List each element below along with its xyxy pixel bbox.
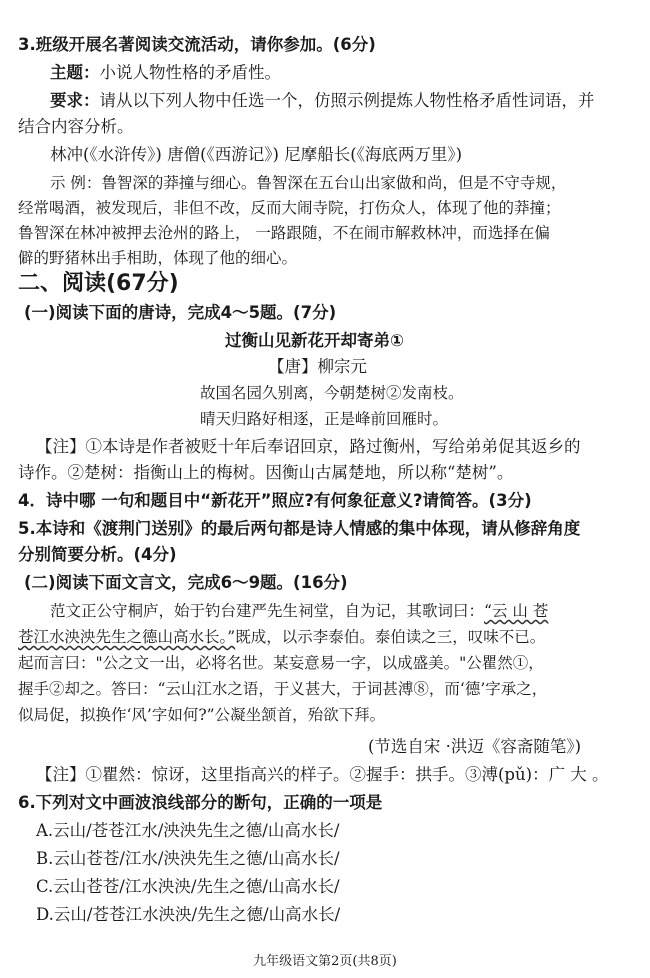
section-2-heading: 二、阅读(67分) xyxy=(18,271,179,296)
prose-source: (节选自宋 ·洪迈《容斋随笔》) xyxy=(368,737,582,756)
poem-line-1: 故国名园久别离，今朝楚树②发南枝。 xyxy=(200,384,464,402)
page-footer: 九年级语文第2页(共8页) xyxy=(253,954,397,969)
poem-title: 过衡山见新花开却寄弟① xyxy=(225,331,404,350)
requirement-text-cont: 结合内容分析。 xyxy=(18,117,134,136)
requirement-label: 要求： xyxy=(50,91,100,110)
part-2-heading: (二)阅读下面文言文，完成6～9题。(16分) xyxy=(24,573,348,592)
question-6: 6.下列对文中画波浪线部分的断句，正确的一项是 xyxy=(18,793,383,812)
character-list: 林冲(《水浒传》) 唐僧(《西游记》) 尼摩船长(《海底两万里》) xyxy=(50,145,463,164)
requirement-row xyxy=(50,90,595,112)
option-c[interactable]: C.云山苍苍/江水泱泱/先生之德/山高水长/ xyxy=(36,877,340,896)
option-b[interactable]: B.云山苍苍/江水/泱泱先生之德/山高水长/ xyxy=(36,849,340,868)
poem-line-2: 晴天归路好相逐，正是峰前回雁时。 xyxy=(200,410,449,428)
prose-line-5: 似局促，拟换作‘风’字如何?”公凝坐颔首，殆欲下拜。 xyxy=(18,706,386,724)
prose-line-1 xyxy=(50,600,548,622)
prose-line-3: 起而言曰："公之文一出，必将名世。某妄意易一字，以成盛美。"公瞿然①， xyxy=(18,654,544,672)
question-5-line-2: 分别简要分析。(4分) xyxy=(18,545,177,564)
theme-text: 小说人物性格的矛盾性。 xyxy=(99,63,281,82)
prose-line-2-text: 既成，以示李泰伯。泰伯读之三，叹味不已。 xyxy=(235,628,546,646)
example-line-2: 经常喝酒，被发现后，非但不改，反而大闹寺院，打伤众人，体现了他的莽撞； xyxy=(18,199,561,217)
example-line-4: 僻的野猪林出手相助，体现了他的细心。 xyxy=(18,249,298,267)
prose-line-2 xyxy=(18,626,545,648)
question-3-heading: 3.班级开展名著阅读交流活动，请你参加。(6分) xyxy=(18,35,376,54)
requirement-text: 请从以下列人物中任选一个，仿照示例提炼人物性格矛盾性词语，并 xyxy=(99,91,595,110)
option-d[interactable]: D.云山/苍苍江水泱泱/先生之德/山高水长/ xyxy=(36,905,341,924)
prose-line-4: 握手②却之。答曰：“云山江水之语，于义甚大，于词甚溥⑧，而‘德’字承之， xyxy=(18,680,548,698)
example-line-3: 鲁智深在林冲被押去沧州的路上， 一路跟随，不在闹市解救林冲，而选择在偏 xyxy=(18,224,550,242)
prose-wavy-part-2: 苍江水泱泱先生之德山高水长。” xyxy=(18,628,236,646)
theme-label: 主题： xyxy=(50,63,100,82)
part-1-heading: (一)阅读下面的唐诗，完成4～5题。(7分) xyxy=(24,303,337,322)
prose-note: 【注】①瞿然：惊讶，这里指高兴的样子。②握手：拱手。③溥(pǔ)：广 大 。 xyxy=(36,765,609,784)
example-line-1: 示 例：鲁智深的莽撞与细心。鲁智深在五台山出家做和尚，但是不守寺规， xyxy=(50,174,567,192)
prose-wavy-part-1: “云 山 苍 xyxy=(484,602,549,620)
prose-line-1-text: 范文正公守桐庐，始于钓台建严先生祠堂，自为记，其歌词曰： xyxy=(50,602,485,620)
question-5-line-1: 5.本诗和《渡荆门送别》的最后两句都是诗人情感的集中体现，请从修辞角度 xyxy=(18,519,581,538)
question-4: 4．诗中哪 一句和题目中“新花开”照应?有何象征意义?请简答。(3分) xyxy=(18,491,532,510)
option-a[interactable]: A.云山/苍苍江水/泱泱先生之德/山高水长/ xyxy=(36,821,340,840)
theme-row xyxy=(50,62,281,84)
poem-author: 【唐】柳宗元 xyxy=(268,357,367,376)
poem-note-1: 【注】①本诗是作者被贬十年后奉诏回京，路过衡州，写给弟弟促其返乡的 xyxy=(36,437,581,456)
poem-note-2: 诗作。②楚树：指衡山上的梅树。因衡山古属楚地，所以称“楚树”。 xyxy=(18,463,514,482)
